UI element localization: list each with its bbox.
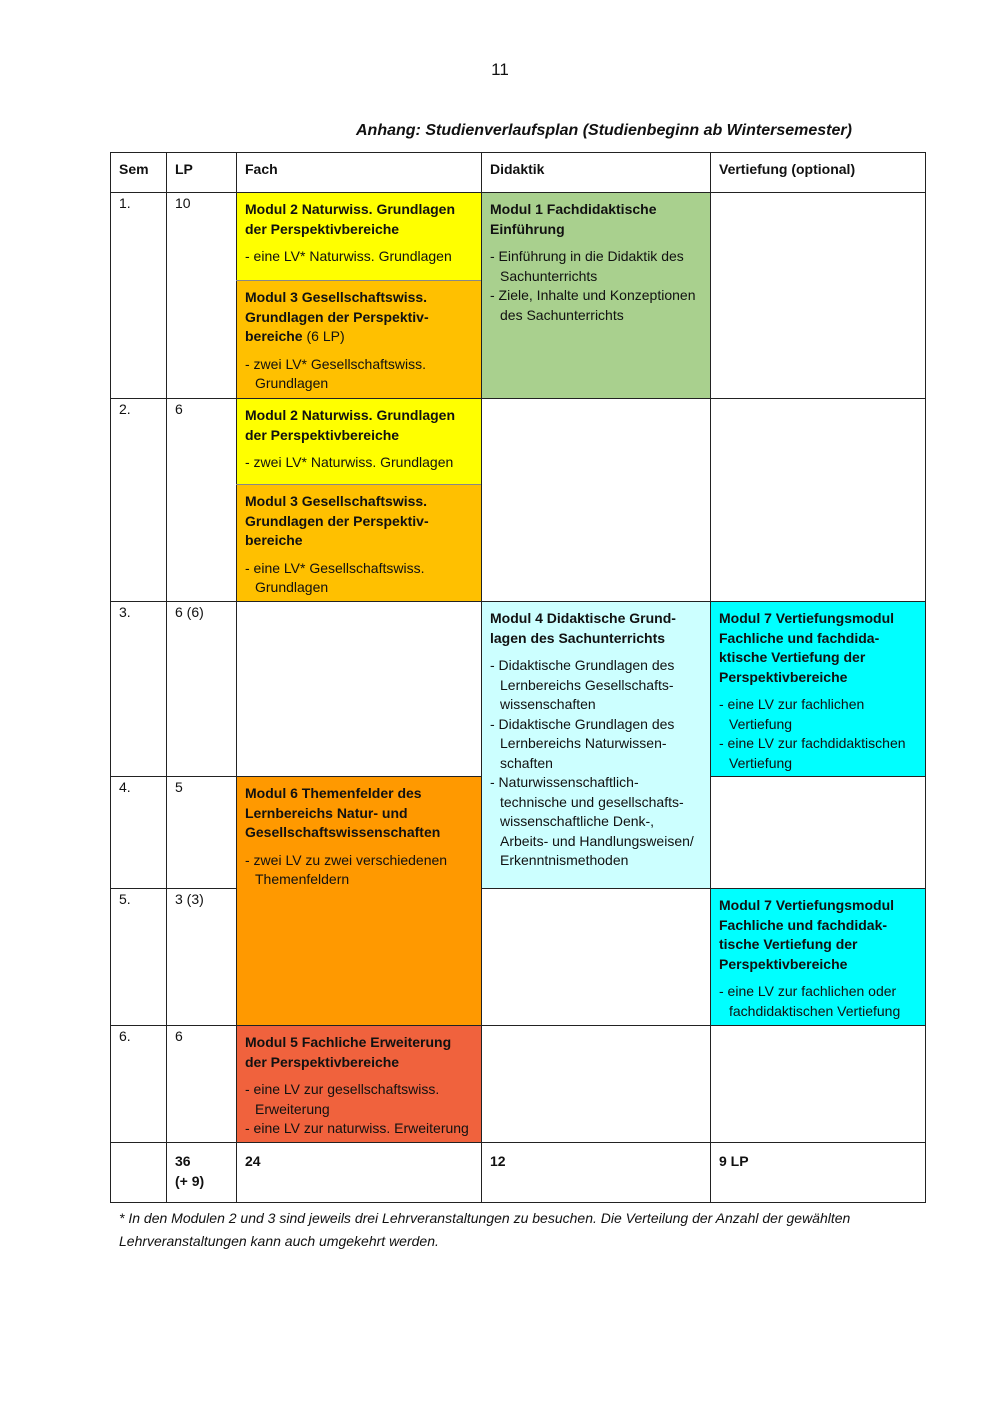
page-number: 11 — [491, 60, 509, 79]
module-title — [245, 288, 473, 347]
module-item — [719, 695, 918, 734]
module-item-line: wissenschaften — [500, 696, 596, 712]
module-2-sem1 — [236, 192, 481, 280]
lp-2: 6 — [175, 401, 183, 417]
module-title-line: Modul 3 Gesellschaftswiss. — [245, 289, 428, 305]
module-item-line: Lernbereichs Naturwissen- — [500, 735, 667, 751]
header-lp: LP — [175, 161, 193, 177]
module-title-line: lagen des Sachunterrichts — [490, 629, 666, 646]
total-vertiefung: 9 LP — [719, 1153, 749, 1169]
row-line-3b — [236, 776, 481, 777]
lp-3: 6 (6) — [175, 604, 204, 620]
module-3-sem1 — [236, 280, 481, 398]
row-line-6 — [110, 1142, 926, 1143]
module-item-line: - zwei LV* Gesellschaftswiss. — [245, 355, 427, 372]
module-title — [245, 200, 473, 239]
module-item-line: Erkenntnismethoden — [500, 852, 629, 868]
sem-6: 6. — [119, 1028, 131, 1044]
row-line-2 — [110, 601, 926, 602]
module-title-line: ktische Vertiefung der — [719, 649, 866, 665]
module-item — [245, 1119, 473, 1139]
module-item — [490, 773, 702, 871]
module-title-line: Modul 7 Vertiefungsmodul — [719, 610, 895, 626]
module-title-line: Grundlagen der Perspektiv- — [245, 512, 429, 529]
module-title — [719, 896, 918, 974]
module-title-line: Fachliche und fachdidak- — [719, 916, 888, 933]
module-title-line: bereiche — [245, 532, 303, 548]
module-title-line: Modul 7 Vertiefungsmodul — [719, 897, 895, 913]
module-item-line: - Didaktische Grundlagen des — [490, 715, 675, 732]
module-item-line: - eine LV* Gesellschaftswiss. — [245, 559, 425, 576]
module-title — [245, 784, 473, 843]
lp-6: 6 — [175, 1028, 183, 1044]
page-title: Anhang: Studienverlaufsplan (Studienbeginn ab Wintersemester) — [356, 122, 852, 139]
module-title — [719, 609, 918, 687]
module-title-line: der Perspektivbereiche — [245, 220, 400, 237]
module-title-line: Modul 4 Didaktische Grund- — [490, 610, 676, 626]
module-item-line: fachdidaktischen Vertiefung — [729, 1002, 901, 1019]
module-item-line: - zwei LV* Naturwiss. Grundlagen — [245, 454, 454, 470]
module-item-line: Sachunterrichts — [500, 267, 598, 284]
module-title-line: Modul 5 Fachliche Erweiterung — [245, 1034, 452, 1050]
module-title-line: Perspektivbereiche — [719, 668, 848, 685]
module-title — [490, 609, 702, 648]
module-title-line: der Perspektivbereiche — [245, 426, 400, 443]
module-item — [245, 453, 473, 473]
footnote-line-2: Lehrveranstaltungen kann auch umgekehrt werden. — [119, 1233, 439, 1249]
module-title-line: Modul 6 Themenfelder des — [245, 785, 422, 801]
module-item-line: des Sachunterrichts — [500, 306, 624, 323]
col-line-1 — [166, 152, 167, 1203]
module-title-line: bereiche — [245, 328, 303, 344]
header-sem: Sem — [119, 161, 149, 177]
module-title-line: Modul 2 Naturwiss. Grundlagen — [245, 407, 456, 423]
module-title — [490, 200, 702, 239]
module-item-line: Vertiefung — [729, 754, 793, 771]
sem-3: 3. — [119, 604, 131, 620]
module-title — [245, 1033, 473, 1072]
header-didaktik: Didaktik — [490, 161, 545, 177]
module-1 — [481, 192, 710, 398]
module-item-line: - eine LV zur fachlichen oder — [719, 983, 897, 999]
module-item-line: - eine LV* Naturwiss. Grundlagen — [245, 248, 452, 264]
row-line-1 — [110, 398, 926, 399]
module-item — [719, 982, 918, 1021]
module-title-suffix: (6 LP) — [306, 328, 345, 344]
module-item — [245, 851, 473, 890]
module-item-line: - Ziele, Inhalte und Konzeptionen — [490, 287, 696, 303]
module-title-line: Lernbereichs Natur- und — [245, 804, 408, 821]
module-item-line: - Einführung in die Didaktik des — [490, 248, 684, 264]
module-title-line: tische Vertiefung der — [719, 936, 858, 952]
module-title-line: Modul 1 Fachdidaktische — [490, 201, 657, 217]
module-title-line: Gesellschaftswissenschaften — [245, 824, 441, 840]
module-title-line: Perspektivbereiche — [719, 955, 848, 972]
module-item-line: - Didaktische Grundlagen des — [490, 657, 675, 673]
module-item — [719, 734, 918, 773]
border-left — [110, 152, 111, 1203]
total-lp-line-2: (+ 9) — [175, 1172, 205, 1189]
row-line-4a — [110, 888, 236, 889]
module-title-line: Modul 2 Naturwiss. Grundlagen — [245, 201, 456, 217]
header-vertiefung: Vertiefung (optional) — [719, 161, 856, 177]
module-title-line: Modul 3 Gesellschaftswiss. — [245, 493, 428, 509]
module-title-line-wrap — [245, 327, 473, 347]
module-item-line: - zwei LV zu zwei verschiedenen — [245, 851, 448, 868]
study-plan-table — [110, 152, 926, 1203]
sem-1: 1. — [119, 195, 131, 211]
module-title-line: Fachliche und fachdida- — [719, 629, 880, 646]
module-title — [245, 406, 473, 445]
sem-5: 5. — [119, 891, 131, 907]
module-item-line: - eine LV zur fachlichen — [719, 696, 865, 712]
module-item-line: Grundlagen — [255, 375, 329, 391]
module-item-line: Grundlagen — [255, 579, 329, 595]
module-item — [245, 355, 473, 394]
module-item-line: Lernbereichs Gesellschafts- — [500, 676, 674, 693]
module-divider-sem2 — [236, 484, 481, 485]
module-item-line: Arbeits- und Handlungsweisen/ — [500, 832, 694, 849]
footnote-line-1: * In den Modulen 2 und 3 sind jeweils drei Lehrveranstaltungen zu besuchen. Die Verteilung der Anzahl der gewählten — [119, 1210, 851, 1226]
module-item-line: - eine LV zur fachdidaktischen — [719, 735, 906, 751]
lp-1: 10 — [175, 195, 191, 211]
border-right — [925, 152, 926, 1203]
module-6 — [236, 776, 481, 1025]
module-item-line: wissenschaftliche Denk-, — [500, 813, 655, 829]
module-title — [245, 492, 473, 551]
sem-4: 4. — [119, 779, 131, 795]
module-title-line: der Perspektivbereiche — [245, 1053, 400, 1070]
module-item-line: Vertiefung — [729, 715, 793, 732]
module-3-sem2 — [236, 484, 481, 601]
row-line-3c — [710, 776, 926, 777]
module-item — [245, 247, 473, 267]
total-fach: 24 — [245, 1153, 261, 1169]
module-item — [245, 559, 473, 598]
col-line-4 — [710, 152, 711, 1203]
module-2-sem2 — [236, 398, 481, 484]
module-item-line: - Naturwissenschaftlich- — [490, 774, 639, 790]
border-bottom — [110, 1202, 926, 1203]
row-line-4b — [481, 888, 926, 889]
module-item-line: schaften — [500, 754, 553, 771]
module-item — [490, 715, 702, 774]
module-item-line: technische und gesellschafts- — [500, 793, 684, 810]
row-line-header — [110, 192, 926, 193]
total-lp-line-1: 36 — [175, 1153, 191, 1169]
module-item — [490, 656, 702, 715]
module-title-line: Einführung — [490, 220, 565, 237]
footnote — [119, 1207, 850, 1253]
total-didaktik: 12 — [490, 1153, 506, 1169]
col-line-3 — [481, 152, 482, 1203]
module-7-sem5 — [710, 888, 926, 1025]
module-item-line: Erweiterung — [255, 1100, 330, 1117]
module-divider-sem1 — [236, 280, 481, 281]
col-line-2 — [236, 152, 237, 1203]
module-item — [490, 247, 702, 286]
row-line-3a — [110, 776, 236, 777]
total-lp — [166, 1142, 236, 1191]
module-item — [490, 286, 702, 325]
row-line-5 — [110, 1025, 926, 1026]
module-item — [245, 1080, 473, 1119]
border-top — [110, 152, 926, 153]
module-item-line: Themenfeldern — [255, 871, 350, 887]
header-fach: Fach — [245, 161, 278, 177]
module-title-line: Grundlagen der Perspektiv- — [245, 308, 429, 325]
module-7-sem3 — [710, 601, 926, 776]
module-item-line: - eine LV zur gesellschaftswiss. — [245, 1081, 440, 1097]
module-4 — [481, 601, 710, 888]
module-5 — [236, 1025, 481, 1142]
module-item-line: - eine LV zur naturwiss. Erweiterung — [245, 1120, 469, 1136]
lp-4: 5 — [175, 779, 183, 795]
lp-5: 3 (3) — [175, 891, 204, 907]
sem-2: 2. — [119, 401, 131, 417]
